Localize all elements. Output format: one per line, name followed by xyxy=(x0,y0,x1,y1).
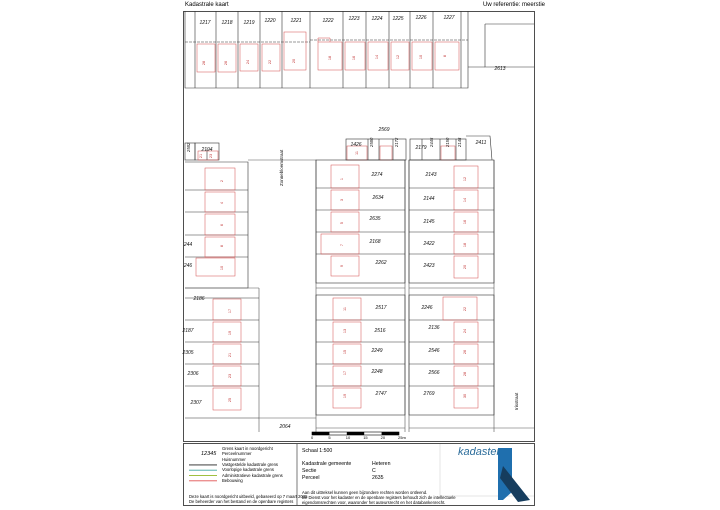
parcel-number: 2747 xyxy=(375,391,387,397)
house-number: 20 xyxy=(463,264,467,270)
parcel-number: 2634 xyxy=(372,195,384,201)
parcel-number-rotated: 2150 xyxy=(445,137,450,147)
parcel-number: 1221 xyxy=(290,18,302,24)
house-number: 21 xyxy=(199,153,203,159)
parcel-number: 1218 xyxy=(221,20,233,26)
info-value: 2635 xyxy=(372,475,384,481)
house-number: 25 xyxy=(228,397,232,403)
block-lower-right xyxy=(409,295,494,415)
scale-bar xyxy=(312,432,399,435)
house-number: 5 xyxy=(340,221,344,225)
parcel-number: 2517 xyxy=(375,305,387,311)
parcel-number: 2307 xyxy=(190,400,202,406)
house-number: 16 xyxy=(463,219,467,225)
parcel-number: 2516 xyxy=(374,328,386,334)
house-number: 15 xyxy=(343,349,347,355)
parcel-number: 2249 xyxy=(371,348,383,354)
parcel-number: 1225 xyxy=(392,16,404,22)
house-number: 28 xyxy=(202,60,206,66)
scale-tick-label: 15 xyxy=(363,435,368,440)
block-middle xyxy=(316,160,405,283)
legend-item-label: Administratieve kadastrale grens xyxy=(222,472,283,478)
house-number: 18 xyxy=(328,55,332,61)
legend-footnote-2: De beheerder van het bestand en de openbare registers xyxy=(189,499,294,504)
legend-item-label: Voorlopige kadastrale grens xyxy=(222,467,274,473)
parcel-number-rotated: 2172 xyxy=(394,137,399,147)
parcel-number: 246 xyxy=(183,263,193,269)
house-number: 22 xyxy=(463,306,467,312)
disclaimer-2: De Dienst voor het kadaster en de openbare registers behoudt zich de intellectuele xyxy=(302,495,456,500)
parcel-number: 2769 xyxy=(423,391,435,397)
house-number: 10 xyxy=(419,54,423,60)
parcel-number: 2306 xyxy=(187,371,199,377)
house-number: 24 xyxy=(463,328,467,334)
house-number: 9 xyxy=(340,264,344,268)
scale-tick-label: 10 xyxy=(345,435,351,440)
parcel-number: 2635 xyxy=(369,216,381,222)
house-number: 4 xyxy=(220,201,224,205)
house-number: 1 xyxy=(340,177,344,181)
house-number: 24 xyxy=(246,59,250,65)
house-number: 26 xyxy=(224,60,228,66)
parcel-number: 2179 xyxy=(415,145,427,151)
house-number: 12 xyxy=(396,54,400,60)
house-number: 13 xyxy=(343,328,347,334)
legend-item-label: Vastgestelde kadastrale grens xyxy=(222,461,279,467)
parcel-number: 1226 xyxy=(415,15,427,21)
house-number: 20 xyxy=(292,58,296,64)
house-number: 22 xyxy=(268,59,272,65)
house-number: 17 xyxy=(228,308,232,314)
reference-text: Uw referentie: meerstie xyxy=(483,2,546,8)
parcel-number: 1227 xyxy=(443,15,455,21)
parcel-number: 2274 xyxy=(371,172,383,178)
scale-tick-label: 5 xyxy=(328,435,331,440)
parcel-number: 2411 xyxy=(475,140,487,146)
brand-name: kadaster xyxy=(458,446,501,458)
house-number: 8 xyxy=(443,54,447,58)
parcel-number: 2569 xyxy=(378,127,390,133)
parcel-number: 2143 xyxy=(425,172,437,178)
parcel-number: 2168 xyxy=(369,239,381,245)
scale-tick-label: 0 xyxy=(311,435,314,440)
house-number: 17 xyxy=(343,370,347,376)
parcel-number: 2136 xyxy=(428,325,440,331)
info-value: C xyxy=(372,468,376,474)
house-number: 28 xyxy=(463,371,467,377)
house-number: 19 xyxy=(343,393,347,399)
house-number: 10 xyxy=(220,265,224,271)
info-label: Sectie xyxy=(302,468,317,474)
parcel-number: 1219 xyxy=(243,20,255,26)
house-number: 7 xyxy=(340,243,344,247)
legend-sample-number: 12345 xyxy=(201,451,217,457)
house-number: 14 xyxy=(463,197,467,203)
parcel-number: 2613 xyxy=(494,66,506,72)
scale-label: Schaal 1:500 xyxy=(302,448,333,454)
house-number: 16 xyxy=(352,55,356,61)
house-number: 2 xyxy=(220,179,224,183)
parcel-number: 2422 xyxy=(423,241,435,247)
street-name: Irisstraat xyxy=(514,392,519,410)
disclaimer-1: Aan dit uittreksel kunnen geen bijzondere rechten worden ontleend. xyxy=(302,490,428,495)
scale-tick-label: 20 xyxy=(380,435,386,440)
parcel-number: 2186 xyxy=(193,296,205,302)
info-label: Perceel xyxy=(302,475,320,481)
disclaimer-3: eigendomsrechten voor, waaronder het auteursrecht en het databankenrecht. xyxy=(302,500,446,505)
legend-item-label: Perceelnummer xyxy=(222,451,252,457)
block-right xyxy=(409,160,494,283)
parcel-number: 2305 xyxy=(182,350,194,356)
house-number: 6 xyxy=(220,223,224,227)
parcel-number: 2064 xyxy=(279,424,291,430)
parcel-number: 1223 xyxy=(348,16,360,22)
legend-item-label: Grens kaart in noordgericht xyxy=(222,446,273,451)
parcel-number-rotated: 2445 xyxy=(429,137,434,147)
kadaster-logo xyxy=(498,448,530,502)
map-title: Kadastrale kaart xyxy=(185,2,229,8)
house-number: 11 xyxy=(343,307,347,311)
parcel-number-rotated: 2148 xyxy=(457,137,462,147)
info-value: Heteren xyxy=(372,461,391,467)
parcel-number: 2144 xyxy=(423,196,435,202)
legend-item-label: Huisnummer xyxy=(222,456,246,462)
parcel-number: 244 xyxy=(183,242,193,248)
block-left xyxy=(185,162,248,288)
parcel-number: 2248 xyxy=(371,369,383,375)
parcel-number: 2423 xyxy=(423,263,435,269)
house-number: 19 xyxy=(228,330,232,336)
parcel-number-rotated: 2580 xyxy=(369,137,374,147)
house-number: 23 xyxy=(228,373,232,379)
parcel-number: 1220 xyxy=(264,18,276,24)
parcel-number: 1426 xyxy=(350,142,362,148)
parcel-number: 1222 xyxy=(322,18,334,24)
parcel-number: 2187 xyxy=(182,328,194,334)
house-number: 30 xyxy=(463,393,467,399)
house-number: 8 xyxy=(220,244,224,248)
legend-item-label: Bebouwing xyxy=(222,477,243,483)
street-name: Zonnebloemstraat xyxy=(279,149,284,186)
parcel-number: 2262 xyxy=(375,260,387,266)
top-buildings xyxy=(197,32,459,72)
legend-footnote-1: Deze kaart is noordgericht uitbeeld, gebaseerd op 7 maart 2025 xyxy=(189,494,308,499)
scale-tick-label: 25m xyxy=(398,435,406,440)
info-label: Kadastrale gemeente xyxy=(302,461,352,467)
parcel-number: 2246 xyxy=(421,305,433,311)
house-number: 11 xyxy=(355,151,359,155)
top-lots xyxy=(185,11,534,88)
house-number: 23 xyxy=(209,153,213,159)
house-number: 26 xyxy=(463,349,467,355)
parcel-number: 2194 xyxy=(201,147,213,153)
block-lower-middle xyxy=(316,295,405,415)
house-number: 3 xyxy=(340,198,344,202)
parcel-number: 1224 xyxy=(371,16,383,22)
house-number: 12 xyxy=(463,176,467,182)
parcel-number-rotated: 2582 xyxy=(186,142,191,152)
parcel-number: 2145 xyxy=(423,219,435,225)
house-number: 14 xyxy=(375,54,379,60)
house-number: 21 xyxy=(228,352,232,358)
parcel-number: 1217 xyxy=(199,20,211,26)
house-number: 18 xyxy=(463,242,467,248)
parcel-number: 2546 xyxy=(428,348,440,354)
parcel-number: 2566 xyxy=(428,370,440,376)
